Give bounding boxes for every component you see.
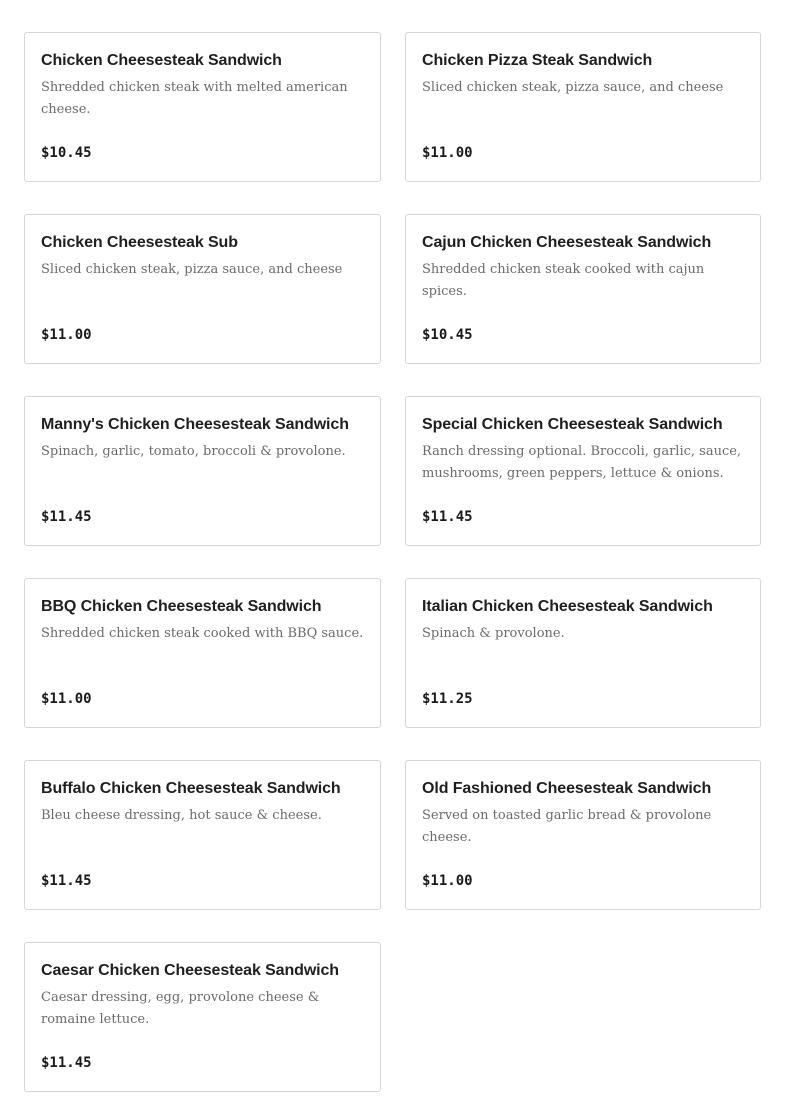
menu-item-description: Spinach & provolone. — [422, 626, 565, 641]
menu-item-description: Caesar dressing, egg, provolone cheese & romaine lettuce. — [41, 990, 320, 1027]
menu-item-card[interactable] — [24, 578, 381, 728]
menu-item-name: Cajun Chicken Cheesesteak Sandwich — [422, 234, 712, 251]
menu-item-name: Manny's Chicken Cheesesteak Sandwich — [41, 416, 349, 433]
menu-item-name: Caesar Chicken Cheesesteak Sandwich — [41, 962, 339, 979]
menu-item-description: Ranch dressing optional. Broccoli, garlic, sauce, mushrooms, green peppers, lettuce & onions. — [422, 444, 742, 481]
menu-item-card[interactable] — [24, 760, 381, 910]
menu-item-description: Shredded chicken steak cooked with BBQ sauce. — [41, 626, 364, 641]
menu-item-price: $11.00 — [41, 691, 92, 707]
menu-item-price: $10.45 — [422, 327, 473, 343]
menu-item-name: Old Fashioned Cheesesteak Sandwich — [422, 780, 712, 797]
menu-item-name: Italian Chicken Cheesesteak Sandwich — [422, 598, 713, 615]
menu-item-card[interactable] — [405, 760, 761, 910]
menu-item-price: $11.00 — [41, 327, 92, 343]
menu-item-card[interactable] — [24, 396, 381, 546]
menu-item-description: Spinach, garlic, tomato, broccoli & provolone. — [41, 444, 346, 459]
menu-item-card[interactable] — [24, 214, 381, 364]
menu-item-price: $11.45 — [41, 1055, 92, 1071]
menu-item-price: $11.45 — [41, 873, 92, 889]
menu-item-card[interactable] — [405, 32, 761, 182]
menu-item-price: $11.00 — [422, 145, 473, 161]
menu-item-price: $11.45 — [422, 509, 473, 525]
menu-item-card[interactable] — [24, 942, 381, 1092]
menu-item-card[interactable] — [405, 214, 761, 364]
menu-item-description: Shredded chicken steak with melted american cheese. — [41, 80, 348, 117]
menu-item-card[interactable] — [24, 32, 381, 182]
menu-item-name: Special Chicken Cheesesteak Sandwich — [422, 416, 723, 433]
menu-item-description: Sliced chicken steak, pizza sauce, and cheese — [41, 262, 343, 277]
menu-item-price: $11.25 — [422, 691, 473, 707]
menu-item-name: BBQ Chicken Cheesesteak Sandwich — [41, 598, 322, 615]
menu-item-card[interactable] — [405, 396, 761, 546]
menu-item-price: $10.45 — [41, 145, 92, 161]
menu-item-price: $11.00 — [422, 873, 473, 889]
menu-item-name: Chicken Cheesesteak Sandwich — [41, 52, 282, 69]
menu-item-price: $11.45 — [41, 509, 92, 525]
menu-item-description: Served on toasted garlic bread & provolone cheese. — [422, 808, 712, 845]
menu-item-name: Chicken Pizza Steak Sandwich — [422, 52, 653, 69]
menu-item-name: Chicken Cheesesteak Sub — [41, 234, 238, 251]
menu-item-description: Bleu cheese dressing, hot sauce & cheese. — [41, 808, 322, 823]
menu-item-card[interactable] — [405, 578, 761, 728]
menu-item-description: Shredded chicken steak cooked with cajun spices. — [422, 262, 705, 299]
menu-item-description: Sliced chicken steak, pizza sauce, and cheese — [422, 80, 724, 95]
menu-item-name: Buffalo Chicken Cheesesteak Sandwich — [41, 780, 341, 797]
